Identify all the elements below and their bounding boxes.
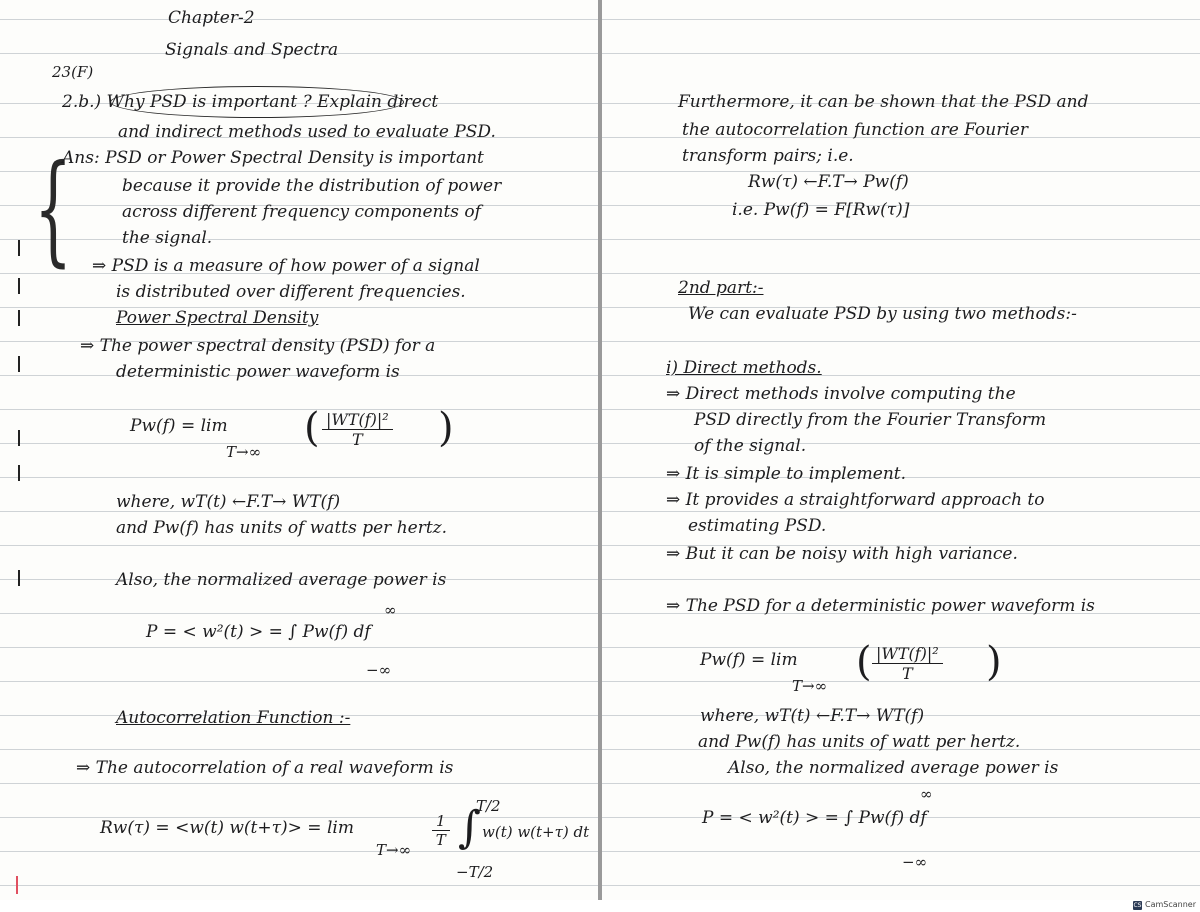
answer-line: across different frequency components of	[122, 202, 481, 222]
section-heading: 2nd part:-	[678, 278, 764, 298]
body-line: and Pw(f) has units of watts per hertz.	[116, 518, 448, 538]
right-notebook-page	[602, 0, 1200, 900]
scan-bottom-strip	[0, 900, 1200, 912]
psd-fraction	[322, 410, 393, 449]
integral-upper-limit: ∞	[920, 785, 933, 803]
body-line: where, wT(t) ←F.T→ WT(f)	[700, 706, 925, 726]
margin-tick	[18, 465, 20, 481]
answer-line: ⇒ PSD is a measure of how power of a signal	[92, 256, 480, 276]
body-line: We can evaluate PSD by using two methods:-	[688, 304, 1077, 324]
fraction-denominator: T	[435, 831, 446, 849]
body-line: ⇒ But it can be noisy with high variance.	[666, 544, 1018, 564]
year-tag: 23(F)	[52, 63, 94, 81]
answer-line: is distributed over different frequencies.	[116, 282, 466, 302]
integral-lower-limit: −T/2	[456, 863, 494, 881]
margin-tick	[18, 356, 20, 372]
body-line: and Pw(f) has units of watt per hertz.	[698, 732, 1021, 752]
close-paren: )	[986, 639, 1002, 685]
integral-upper-limit: ∞	[384, 601, 397, 619]
body-line: deterministic power waveform is	[116, 362, 400, 382]
curly-brace: {	[34, 140, 73, 279]
fraction-numerator: |WT(f)|²	[322, 410, 393, 430]
section-heading: i) Direct methods.	[666, 358, 822, 378]
body-line: Also, the normalized average power is	[728, 758, 1059, 778]
integral-lower-limit: −∞	[366, 661, 392, 679]
body-line: Furthermore, it can be shown that the PSD and	[678, 92, 1089, 112]
body-line: of the signal.	[694, 436, 807, 456]
body-line: ⇒ The autocorrelation of a real waveform is	[76, 758, 454, 778]
answer-line: Ans: PSD or Power Spectral Density is important	[62, 148, 484, 168]
chapter-title: Chapter-2	[168, 8, 255, 28]
integral-sign: ∫	[458, 802, 481, 853]
answer-line: the signal.	[122, 228, 213, 248]
body-line: estimating PSD.	[688, 516, 827, 536]
integral-upper-limit: T/2	[476, 797, 501, 815]
subject-title: Signals and Spectra	[165, 40, 339, 60]
body-line: ⇒ It is simple to implement.	[666, 464, 907, 484]
integrand: w(t) w(t+τ) dt	[482, 823, 590, 841]
body-line: ⇒ The power spectral density (PSD) for a	[80, 336, 436, 356]
power-equation: P = < w²(t) > = ∫ Pw(f) df	[146, 622, 371, 642]
psd-fraction	[872, 644, 943, 683]
body-line: ⇒ It provides a straightforward approach to	[666, 490, 1045, 510]
fraction-numerator: 1	[432, 812, 450, 831]
one-over-t-fraction	[432, 812, 450, 849]
section-heading: Power Spectral Density	[116, 308, 319, 328]
fourier-pair: i.e. Pw(f) = F[Rw(τ)]	[732, 200, 910, 220]
limit-subscript: T→∞	[792, 677, 828, 695]
margin-tick	[18, 278, 20, 294]
red-margin-mark	[16, 876, 18, 894]
body-line: transform pairs; i.e.	[682, 146, 854, 166]
body-line: where, wT(t) ←F.T→ WT(f)	[116, 492, 341, 512]
camscanner-brand: CamScanner	[1144, 900, 1196, 909]
fraction-numerator: |WT(f)|²	[872, 644, 943, 664]
margin-tick	[18, 240, 20, 256]
margin-tick	[18, 430, 20, 446]
body-line: ⇒ The PSD for a deterministic power waveform is	[666, 596, 1095, 616]
camscanner-watermark	[1133, 900, 1196, 910]
question-line: 2.b.) Why PSD is important ? Explain direct	[62, 92, 439, 112]
fourier-pair: Rw(τ) ←F.T→ Pw(f)	[748, 172, 909, 192]
margin-tick	[18, 570, 20, 586]
fraction-denominator: T	[352, 430, 363, 449]
body-line: Also, the normalized average power is	[116, 570, 447, 590]
question-line: and indirect methods used to evaluate PSD.	[118, 122, 496, 142]
limit-subscript: T→∞	[376, 841, 412, 859]
left-notebook-page	[0, 0, 598, 900]
close-paren: )	[438, 405, 454, 451]
limit-subscript: T→∞	[226, 443, 262, 461]
camscanner-icon: CS	[1133, 901, 1142, 909]
section-heading: Autocorrelation Function :-	[116, 708, 351, 728]
autocorrelation-equation: Rw(τ) = <w(t) w(t+τ)> = lim	[100, 818, 354, 838]
integral-lower-limit: −∞	[902, 853, 928, 871]
body-line: ⇒ Direct methods involve computing the	[666, 384, 1016, 404]
fraction-denominator: T	[902, 664, 913, 683]
body-line: PSD directly from the Fourier Transform	[694, 410, 1047, 430]
open-paren: (	[304, 405, 320, 451]
margin-tick	[18, 310, 20, 326]
body-line: the autocorrelation function are Fourier	[682, 120, 1028, 140]
psd-equation-lhs: Pw(f) = lim	[700, 650, 798, 670]
power-equation: P = < w²(t) > = ∫ Pw(f) df	[702, 808, 927, 828]
open-paren: (	[856, 639, 872, 685]
psd-equation-lhs: Pw(f) = lim	[130, 416, 228, 436]
answer-line: because it provide the distribution of power	[122, 176, 502, 196]
